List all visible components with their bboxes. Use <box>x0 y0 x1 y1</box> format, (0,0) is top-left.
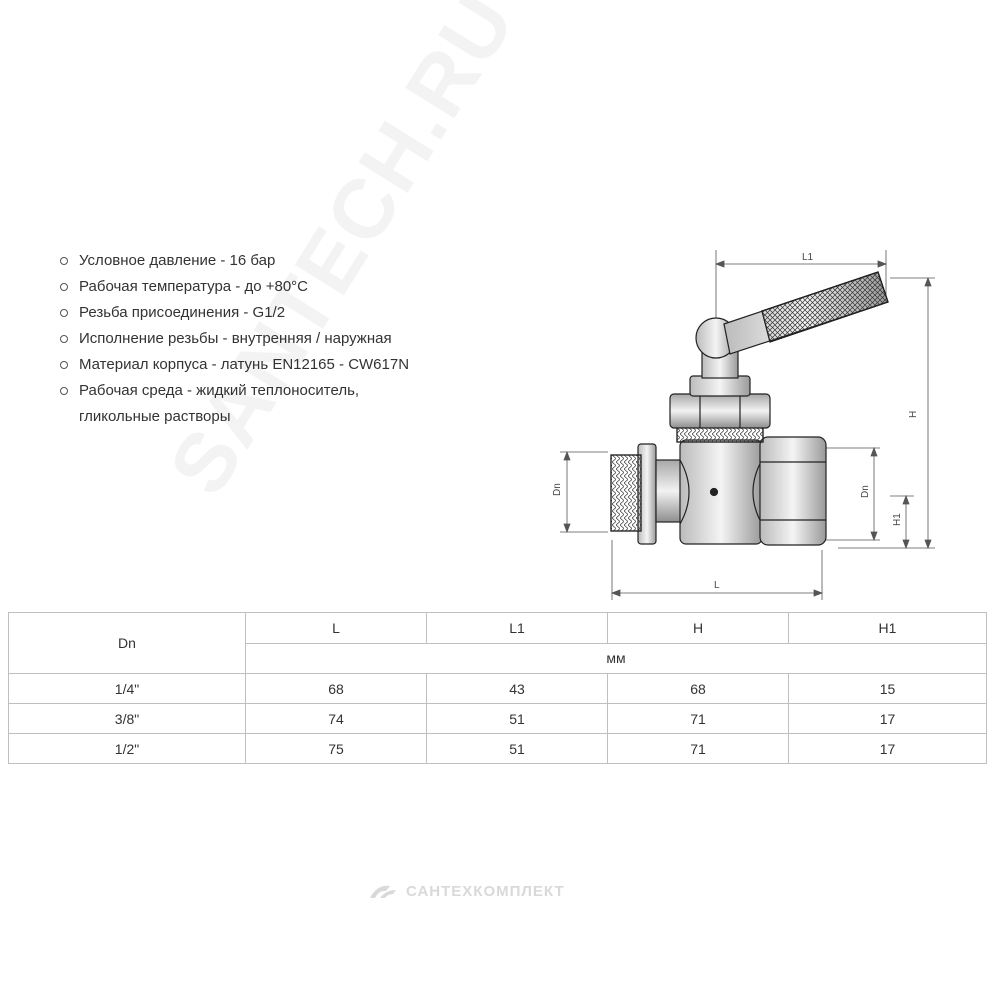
l1-cell: 51 <box>427 704 608 734</box>
h-cell: 68 <box>608 674 789 704</box>
spec-text: Исполнение резьбы - внутренняя / наружная <box>79 330 392 347</box>
label-h: H <box>908 410 919 418</box>
bullet-icon <box>60 335 68 343</box>
l-cell: 74 <box>246 704 427 734</box>
bullet-icon <box>60 387 68 395</box>
table-row <box>9 704 987 734</box>
h-cell: 71 <box>608 734 789 764</box>
l-cell: 68 <box>246 674 427 704</box>
logo-text: САНТЕХКОМПЛЕКТ <box>406 882 565 900</box>
dimension-l <box>612 540 822 600</box>
table-row <box>9 734 987 764</box>
spec-text: Материал корпуса - латунь EN12165 - CW617N <box>79 356 410 373</box>
spec-text: Условное давление - 16 бар <box>79 252 276 269</box>
dn-cell: 1/4" <box>9 674 246 704</box>
label-dn-right: Dn <box>860 485 871 498</box>
label-h1: H1 <box>892 513 903 526</box>
dimension-dn-left <box>560 452 608 532</box>
h1-cell: 15 <box>789 674 987 704</box>
dimensions-table <box>8 612 987 764</box>
valve-drawing <box>540 240 940 600</box>
label-dn-left: Dn <box>552 483 563 496</box>
l1-cell: 43 <box>427 674 608 704</box>
dimension-dn-right <box>826 448 880 540</box>
footer-logo <box>368 882 565 900</box>
bullet-icon <box>60 257 68 265</box>
l-cell: 75 <box>246 734 427 764</box>
label-l1: L1 <box>802 252 814 263</box>
spec-text: Рабочая среда - жидкий теплоноситель, гликольные растворы <box>79 382 360 425</box>
bullet-icon <box>60 309 68 317</box>
header-h: H <box>608 613 789 644</box>
header-l1: L1 <box>427 613 608 644</box>
bullet-icon <box>60 361 68 369</box>
label-l: L <box>714 580 720 591</box>
h1-cell: 17 <box>789 704 987 734</box>
l1-cell: 51 <box>427 734 608 764</box>
bullet-icon <box>60 283 68 291</box>
h-cell: 71 <box>608 704 789 734</box>
spec-text: Рабочая температура - до +80°C <box>79 278 308 295</box>
table-row <box>9 674 987 704</box>
valve-body <box>611 272 888 545</box>
dimension-h <box>838 278 935 548</box>
header-dn: Dn <box>9 613 246 674</box>
h1-cell: 17 <box>789 734 987 764</box>
dn-cell: 3/8" <box>9 704 246 734</box>
table-header-row <box>9 613 987 644</box>
header-h1: H1 <box>789 613 987 644</box>
unit-cell: мм <box>246 643 987 674</box>
dn-cell: 1/2" <box>9 734 246 764</box>
header-l: L <box>246 613 427 644</box>
logo-icon <box>368 882 398 900</box>
spec-text: Резьба присоединения - G1/2 <box>79 304 286 321</box>
